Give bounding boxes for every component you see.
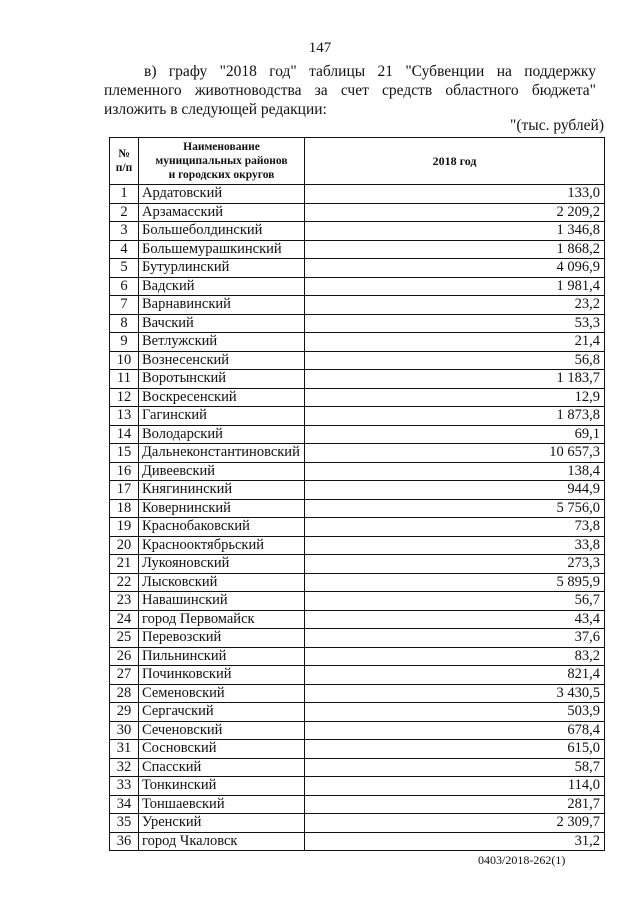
district-name: Сеченовский (139, 721, 305, 740)
table-row (110, 777, 605, 796)
subsidy-value: 43,4 (305, 610, 605, 629)
subsidy-value: 678,4 (305, 721, 605, 740)
row-number: 30 (110, 721, 139, 740)
subsidy-value: 1 868,2 (305, 240, 605, 259)
document-code: 0403/2018-262(1) (478, 853, 566, 867)
row-number: 29 (110, 703, 139, 722)
row-number: 14 (110, 425, 139, 444)
district-name: Семеновский (139, 684, 305, 703)
district-name: город Чкаловск (139, 832, 305, 851)
district-name: Пильнинский (139, 647, 305, 666)
district-name: Спасский (139, 758, 305, 777)
header-year: 2018 год (305, 138, 605, 185)
header-number-line: № (118, 148, 130, 160)
row-number: 6 (110, 277, 139, 296)
table-row (110, 758, 605, 777)
row-number: 16 (110, 462, 139, 481)
subsidy-value: 273,3 (305, 555, 605, 574)
row-number: 27 (110, 666, 139, 685)
subsidy-value: 31,2 (305, 832, 605, 851)
table-row (110, 592, 605, 611)
table-row (110, 203, 605, 222)
subsidy-value: 138,4 (305, 462, 605, 481)
district-name: Перевозский (139, 629, 305, 648)
intro-line-2: племенного животноводства за счет средств областного бюджета" (104, 82, 596, 99)
table-row (110, 573, 605, 592)
row-number: 10 (110, 351, 139, 370)
district-name: Тоншаевский (139, 795, 305, 814)
table-row (110, 499, 605, 518)
subsidy-value: 33,8 (305, 536, 605, 555)
table-row (110, 721, 605, 740)
district-name: Варнавинский (139, 296, 305, 315)
row-number: 31 (110, 740, 139, 759)
table-row (110, 536, 605, 555)
subsidy-value: 73,8 (305, 518, 605, 537)
district-name: Краснооктябрьский (139, 536, 305, 555)
subsidy-value: 53,3 (305, 314, 605, 333)
table-row (110, 240, 605, 259)
row-number: 33 (110, 777, 139, 796)
table-body (110, 185, 605, 851)
row-number: 23 (110, 592, 139, 611)
header-name-line: и городских округов (168, 169, 275, 181)
row-number: 18 (110, 499, 139, 518)
district-name: город Первомайск (139, 610, 305, 629)
table-row (110, 481, 605, 500)
district-name: Тонкинский (139, 777, 305, 796)
header-name (139, 138, 305, 185)
table-row (110, 407, 605, 426)
table-row (110, 388, 605, 407)
subsidy-value: 4 096,9 (305, 259, 605, 278)
subsidy-value: 21,4 (305, 333, 605, 352)
district-name: Навашинский (139, 592, 305, 611)
district-name: Воскресенский (139, 388, 305, 407)
intro-line-1: в) графу "2018 год" таблицы 21 "Субвенции на поддержку (144, 63, 596, 80)
subsidy-value: 1 873,8 (305, 407, 605, 426)
subsidy-value: 615,0 (305, 740, 605, 759)
table-row (110, 333, 605, 352)
district-name: Дивеевский (139, 462, 305, 481)
row-number: 5 (110, 259, 139, 278)
table-row (110, 425, 605, 444)
subsidy-value: 5 895,9 (305, 573, 605, 592)
subsidy-value: 944,9 (305, 481, 605, 500)
district-name: Вадский (139, 277, 305, 296)
table-row (110, 296, 605, 315)
table-row (110, 277, 605, 296)
header-name-line: Наименование (183, 141, 260, 153)
header-number (110, 138, 139, 185)
table-row (110, 518, 605, 537)
subsidy-value: 133,0 (305, 185, 605, 204)
subsidy-value: 281,7 (305, 795, 605, 814)
subsidy-value: 821,4 (305, 666, 605, 685)
subsidy-value: 1 346,8 (305, 222, 605, 241)
district-name: Ардатовский (139, 185, 305, 204)
table-row (110, 555, 605, 574)
district-name: Починковский (139, 666, 305, 685)
header-name-line: муниципальных районов (155, 155, 288, 167)
subsidy-value: 2 209,2 (305, 203, 605, 222)
intro-paragraph (104, 62, 596, 119)
row-number: 36 (110, 832, 139, 851)
district-name: Воротынский (139, 370, 305, 389)
subsidy-value: 503,9 (305, 703, 605, 722)
subsidy-value: 2 309,7 (305, 814, 605, 833)
table-row (110, 647, 605, 666)
table-row (110, 222, 605, 241)
district-name: Володарский (139, 425, 305, 444)
table-row (110, 703, 605, 722)
district-name: Гагинский (139, 407, 305, 426)
table-row (110, 740, 605, 759)
row-number: 7 (110, 296, 139, 315)
district-name: Большемурашкинский (139, 240, 305, 259)
row-number: 8 (110, 314, 139, 333)
district-name: Лысковский (139, 573, 305, 592)
subsidy-value: 23,2 (305, 296, 605, 315)
row-number: 35 (110, 814, 139, 833)
table-row (110, 351, 605, 370)
units-label: "(тыс. рублей) (510, 117, 604, 134)
intro-line-3: изложить в следующей редакции: (104, 101, 327, 118)
header-number-line: п/п (115, 162, 133, 174)
table-row (110, 444, 605, 463)
district-name: Вачский (139, 314, 305, 333)
district-name: Краснобаковский (139, 518, 305, 537)
subsidy-table (109, 137, 605, 851)
subsidy-value: 3 430,5 (305, 684, 605, 703)
table-row (110, 814, 605, 833)
row-number: 1 (110, 185, 139, 204)
subsidy-value: 37,6 (305, 629, 605, 648)
row-number: 25 (110, 629, 139, 648)
district-name: Вознесенский (139, 351, 305, 370)
district-name: Сосновский (139, 740, 305, 759)
table-header-row (110, 138, 605, 185)
table-row (110, 795, 605, 814)
row-number: 28 (110, 684, 139, 703)
district-name: Лукояновский (139, 555, 305, 574)
table-row (110, 666, 605, 685)
row-number: 2 (110, 203, 139, 222)
district-name: Ковернинский (139, 499, 305, 518)
table-row (110, 370, 605, 389)
subsidy-value: 5 756,0 (305, 499, 605, 518)
subsidy-value: 12,9 (305, 388, 605, 407)
table-row (110, 314, 605, 333)
row-number: 21 (110, 555, 139, 574)
row-number: 11 (110, 370, 139, 389)
table-row (110, 462, 605, 481)
row-number: 34 (110, 795, 139, 814)
table-row (110, 629, 605, 648)
district-name: Уренский (139, 814, 305, 833)
row-number: 26 (110, 647, 139, 666)
row-number: 3 (110, 222, 139, 241)
subsidy-value: 58,7 (305, 758, 605, 777)
row-number: 24 (110, 610, 139, 629)
row-number: 17 (110, 481, 139, 500)
district-name: Бутурлинский (139, 259, 305, 278)
subsidy-value: 10 657,3 (305, 444, 605, 463)
row-number: 15 (110, 444, 139, 463)
district-name: Княгининский (139, 481, 305, 500)
row-number: 19 (110, 518, 139, 537)
row-number: 9 (110, 333, 139, 352)
row-number: 4 (110, 240, 139, 259)
district-name: Сергачский (139, 703, 305, 722)
table-row (110, 185, 605, 204)
row-number: 13 (110, 407, 139, 426)
subsidy-value: 83,2 (305, 647, 605, 666)
district-name: Ветлужский (139, 333, 305, 352)
subsidy-value: 114,0 (305, 777, 605, 796)
row-number: 20 (110, 536, 139, 555)
table-row (110, 259, 605, 278)
page-number: 147 (308, 40, 332, 56)
table-row (110, 684, 605, 703)
subsidy-value: 1 981,4 (305, 277, 605, 296)
subsidy-value: 1 183,7 (305, 370, 605, 389)
row-number: 12 (110, 388, 139, 407)
subsidy-value: 69,1 (305, 425, 605, 444)
row-number: 32 (110, 758, 139, 777)
district-name: Большеболдинский (139, 222, 305, 241)
table-row (110, 610, 605, 629)
subsidy-value: 56,8 (305, 351, 605, 370)
table-row (110, 832, 605, 851)
district-name: Арзамасский (139, 203, 305, 222)
subsidy-value: 56,7 (305, 592, 605, 611)
district-name: Дальнеконстантиновский (139, 444, 305, 463)
row-number: 22 (110, 573, 139, 592)
